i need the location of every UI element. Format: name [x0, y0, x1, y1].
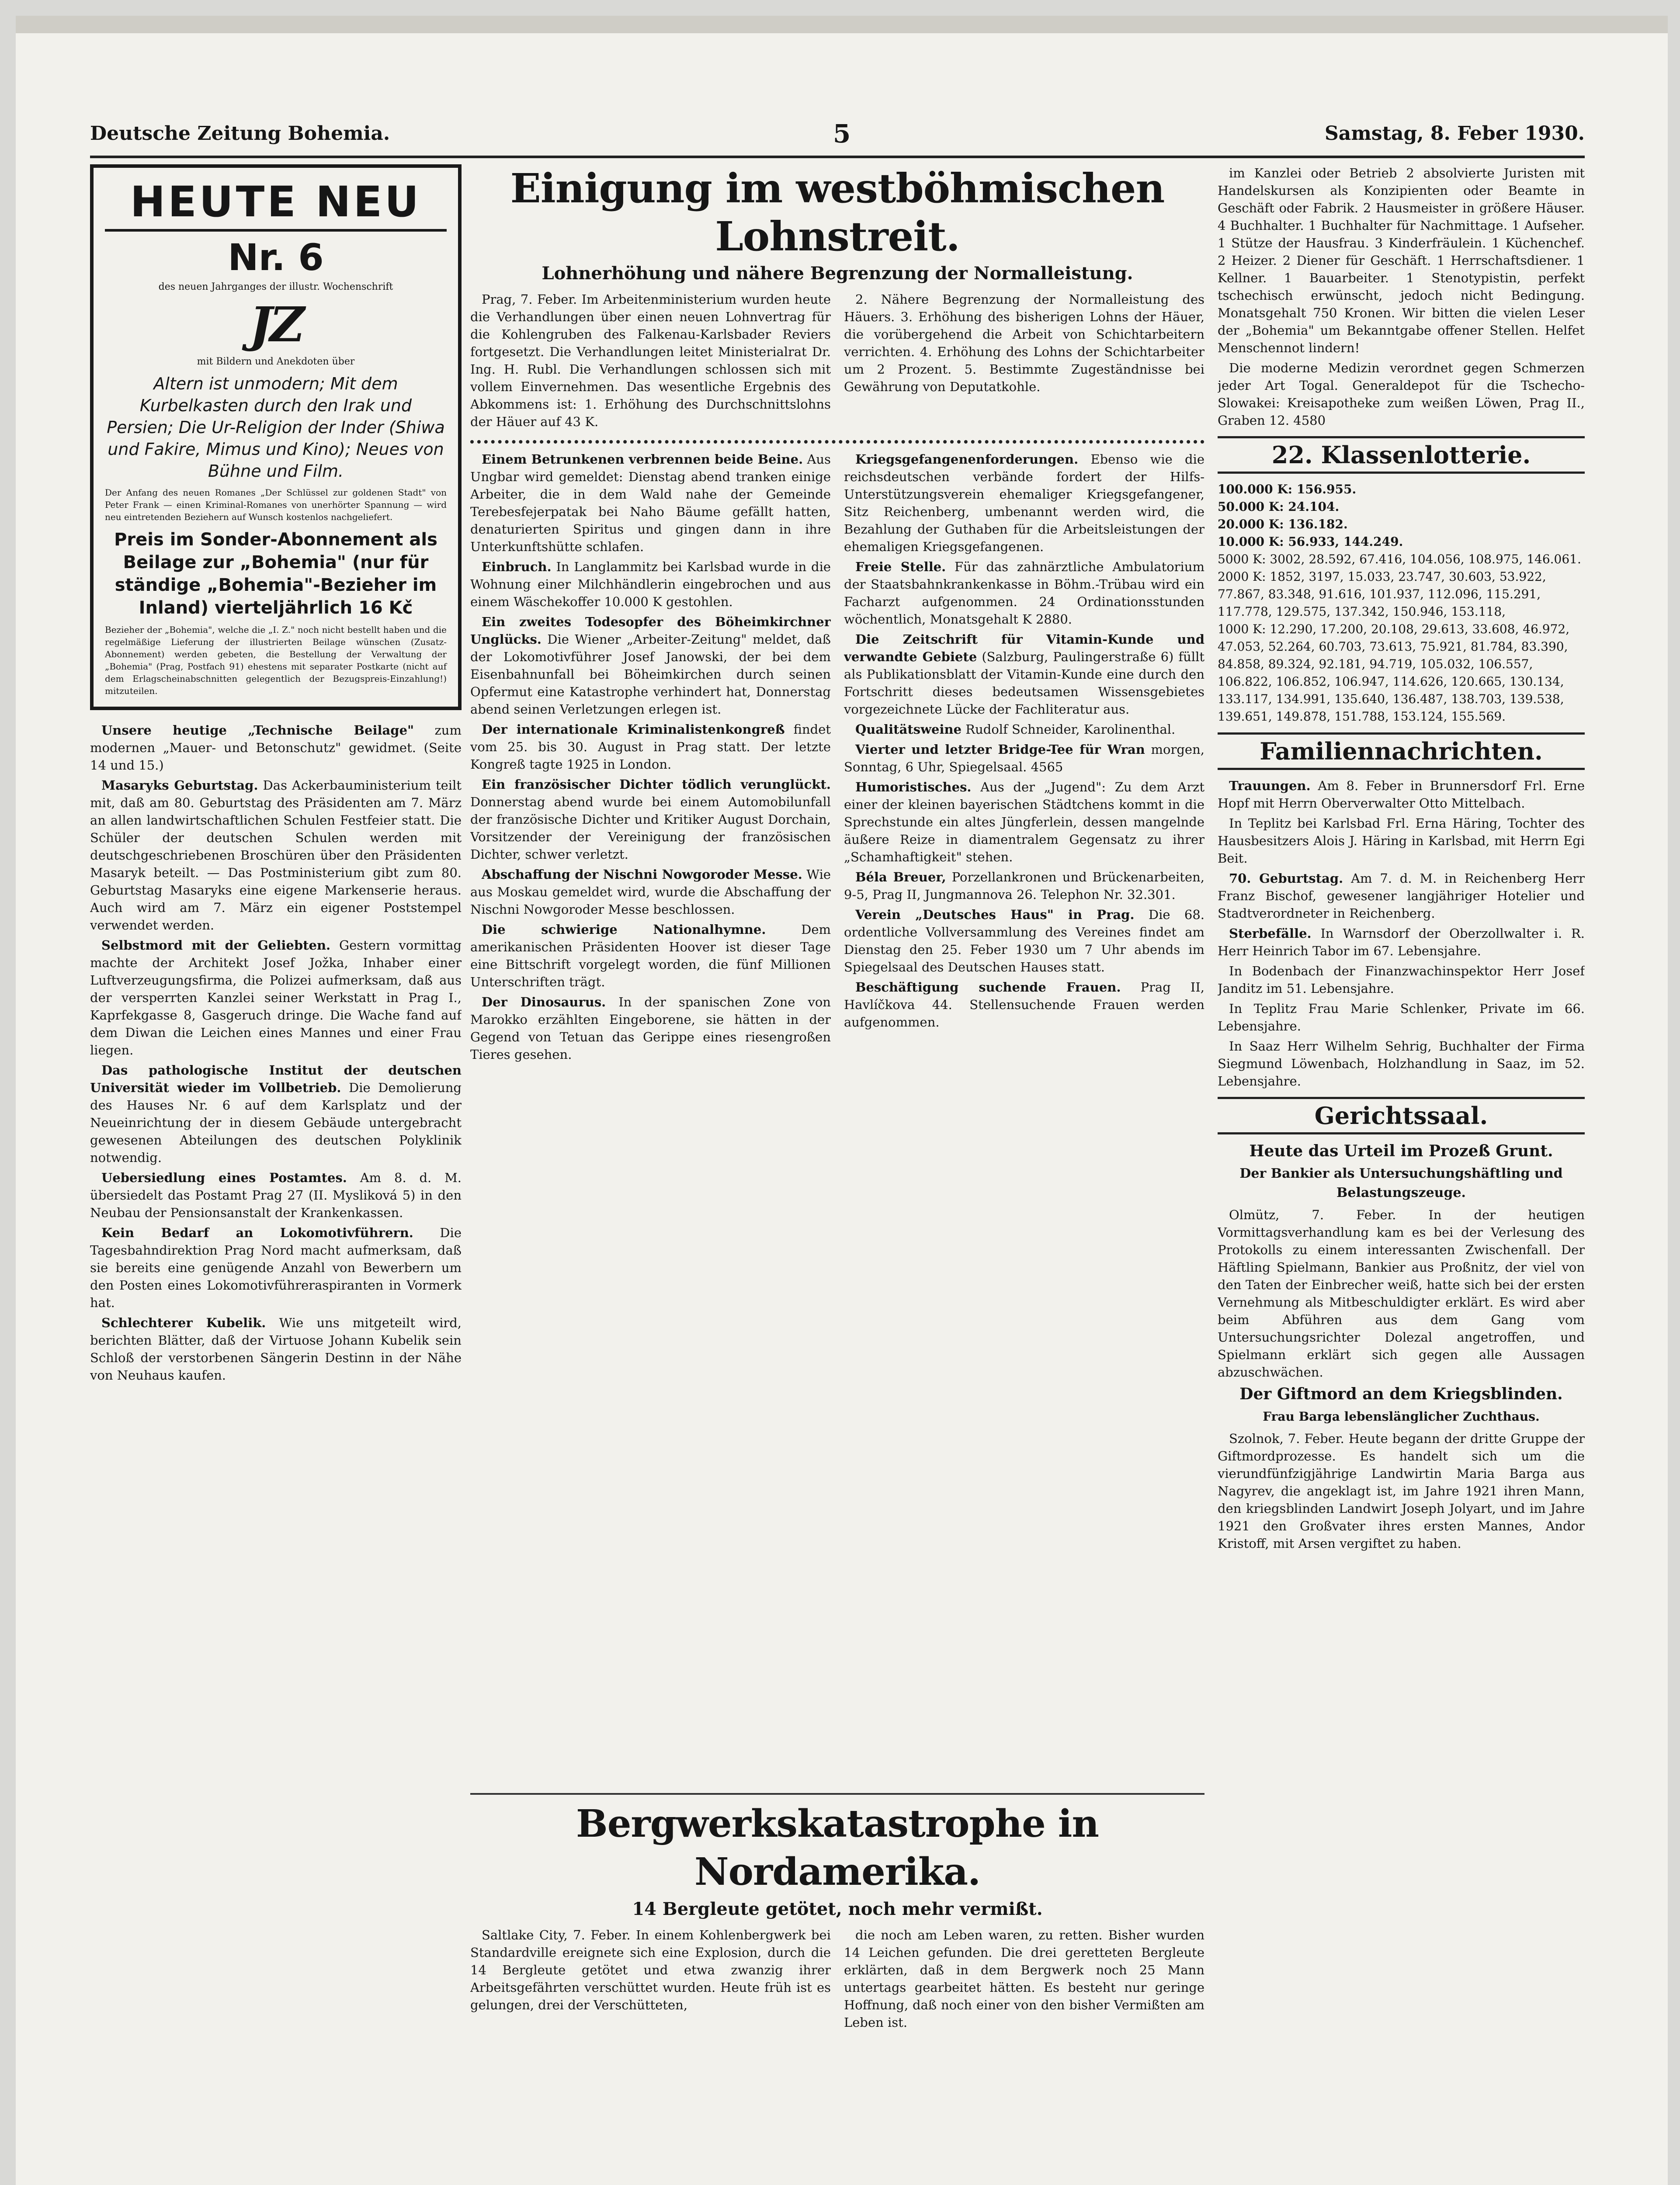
news-item-text: Donnerstag abend wurde bei einem Automobilunfall der französische Dichter und Kritiker August Dorchain, Vorsitzender der Vereinigung der französischen Dichter, schwer verletzt.: [470, 794, 831, 862]
togal-ad: Die moderne Medizin verordnet gegen Schmerzen jeder Art Togal. Generaldepot für die Tschecho-Slowakei: Kreisapotheke zum weißen Löwen, Prag II., Graben 12. 4580: [1218, 361, 1585, 428]
news-column-left: [470, 451, 831, 1788]
news-item: [844, 451, 1204, 555]
lottery-line: 100.000 K: 156.955.: [1218, 482, 1357, 496]
family-notice: [1218, 870, 1585, 922]
lottery-line: 1000 K: 12.290, 17.200, 20.108, 29.613, 33.608, 46.972, 47.053, 52.264, 60.703, 73.613, 75.921, 81.784, 83.390, 84.858, 89.324, 92.181, 94.719, 105.032, 106.557, 106.822, 106.852, 106.947, 114.626, 120.665, 130.134, 133.117, 134.991, 135.640, 136.487, 138.703, 139.538, 139.651, 149.878, 151.788, 153.124, 155.569.: [1218, 622, 1570, 724]
family-notice-text: In Saaz Herr Wilhelm Sehrig, Buchhalter der Firma Siegmund Löwenbach, Holzhandlung in Saaz, im 52. Lebensjahre.: [1218, 1039, 1585, 1089]
news-item-text: Die 68. ordentliche Vollversammlung des Vereines findet am Dienstag den 25. Feber 1930 um 7 Uhr abends im Spiegelsaal des Deutschen Hauses statt.: [844, 907, 1204, 975]
family-heading: Familiennachrichten.: [1218, 732, 1585, 770]
ad-subtitle: des neuen Jahrganges der illustr. Wochenschrift: [158, 281, 393, 292]
family-notice-heading: Sterbefälle.: [1229, 926, 1312, 941]
family-notice-heading: Trauungen.: [1229, 778, 1311, 793]
ad-logo-sub: mit Bildern und Anekdoten über: [197, 356, 355, 367]
news-item-heading: Uebersiedlung eines Postamtes.: [101, 1170, 347, 1185]
subheadline-lohnstreit: Lohnerhöhung und nähere Begrenzung der Normalleistung.: [541, 263, 1133, 284]
news-item: [470, 558, 831, 610]
family-notice-text: Am 7. d. M. in Reichenberg Herr Franz Bischof, gewesener langjähriger Hotelier und Stadtverordneter in Reichenberg.: [1218, 871, 1585, 921]
news-item: [470, 721, 831, 773]
news-item: [844, 906, 1204, 976]
court-subheading-2: Der Bankier als Untersuchungshäftling und Belastungszeuge.: [1239, 1166, 1563, 1200]
news-item-text: (Salzburg, Paulingerstraße 6) füllt als Publikationsblatt der Vitamin-Kunde eine durch den Fortschritt dieses bedeutsamen Wissensgebietes vorgezeichnete Lücke der Fachliteratur aus.: [844, 649, 1204, 717]
lottery-results: [1218, 481, 1585, 725]
news-item: [470, 451, 831, 555]
news-item-text: In der spanischen Zone von Marokko erzählten Eingeborene, sie hätten in der Gegend von Tetuan das Gerippe eines riesengroßen Tieres gesehen.: [470, 995, 831, 1062]
news-columns: [470, 451, 1204, 1788]
news-item-heading: Freie Stelle.: [855, 559, 946, 574]
news-item-text: Das Ackerbauministerium teilt mit, daß am 80. Geburtstag des Präsidenten am 7. März an allen landwirtschaftlichen Schulen Festfeier statt. Die Schüler der deutschen Schulen werden mit deutschgeschriebenen Broschüren über den Präsidenten Masaryk beteilt. — Das Postministerium gibt zum 80. Geburtstag Masaryks eine eigene Markenserie heraus. Auch wird am 7. März ein eigener Poststempel verwendet werden.: [90, 778, 462, 933]
news-item-text: Am 8. d. M. übersiedelt das Postamt Prag 27 (II. Mysliková 5) in den Neubau der Pensionsanstalt der Krankenkassen.: [90, 1170, 462, 1220]
news-item: [844, 978, 1204, 1031]
news-item-text: Dem amerikanischen Präsidenten Hoover ist dieser Tage eine Bittschrift vorgelegt worden, die fünf Millionen Unterschriften trägt.: [470, 922, 831, 989]
news-item: [470, 921, 831, 991]
news-item-text: Die Wiener „Arbeiter-Zeitung" meldet, daß der Lokomotivführer Josef Janowski, der bei dem Eisenbahnunfall bei Böheimkirchen durch seinen Opfermut eine Katastrophe verhindert hat, Donnerstag abend seinen Verletzungen erlegen ist.: [470, 632, 831, 717]
column-left-articles: [90, 721, 462, 1384]
column-center: [470, 164, 1204, 2185]
ad-title: HEUTE NEU: [105, 177, 447, 232]
ad-price: Preis im Sonder-Abonnement als Beilage zur „Bohemia" (nur für ständige „Bohemia"-Bezieher im Inland) vierteljährlich 16 Kč: [114, 530, 437, 618]
lohnstreit-text-left: Prag, 7. Feber. Im Arbeitenministerium wurden heute die Verhandlungen über einen neuen Lohnvertrag für die Kohlengruben des Falkenau-Karlsbader Reviers fortgesetzt. Die Verhandlungen leitet Ministerialrat Dr. Ing. H. Rubl. Die Verhandlungen schlossen sich mit vollem Einvernehmen. Das wesentliche Ergebnis des Abkommens ist: 1. Erhöhung des Durchschnittslohns der Häuer auf 43 K.: [470, 292, 831, 429]
issue-date: Samstag, 8. Feber 1930.: [1325, 122, 1585, 145]
news-item-heading: Vierter und letzter Bridge-Tee für Wran: [855, 742, 1145, 757]
family-notice: [1218, 1037, 1585, 1090]
news-item-text: Wie uns mitgeteilt wird, berichten Blätter, daß der Virtuose Johann Kubelik sein Schloß der verstorbenen Sängerin Destinn in der Nähe von Neuhaus kaufen.: [90, 1315, 462, 1383]
headline-lohnstreit: Einigung im westböhmischen Lohnstreit.: [510, 165, 1165, 260]
news-item-text: Ebenso wie die reichsdeutschen verbände fordert der Hilfs-Unterstützungsverein ehemaliger Kriegsgefangener, Sitz Reichenberg, umbenannt werden wird, die Bezahlung der Guthaben für die Arbeitsleistungen der ehemaligen Kriegsgefangenen.: [844, 452, 1204, 554]
lottery-line: 50.000 K: 24.104.: [1218, 499, 1340, 514]
news-item: [470, 613, 831, 718]
family-notice-text: Am 8. Feber in Brunnersdorf Frl. Erne Hopf mit Herrn Oberverwalter Otto Mittelbach.: [1218, 778, 1585, 811]
ad-note-novel: Der Anfang des neuen Romanes „Der Schlüssel zur goldenen Stadt" von Peter Frank — einen Kriminal-Romanes von unerhörter Spannung — wird neu eintretenden Beziehern auf Wunsch kostenlos nachgeliefert.: [105, 487, 447, 522]
newspaper-page: [16, 16, 1668, 2185]
news-item-heading: Masaryks Geburtstag.: [101, 778, 258, 793]
bergwerk-text-right: die noch am Leben waren, zu retten. Bisher wurden 14 Leichen gefunden. Die drei geretteten Bergleute erklärten, daß in dem Bergwerk noch 25 Mann untertags gearbeitet hätten. Es besteht nur geringe Hoffnung, daß noch einer von den bisher Vermißten am Leben ist.: [844, 1928, 1204, 2030]
advertisement-box: [90, 164, 462, 710]
news-item-heading: Humoristisches.: [855, 780, 972, 794]
news-item: [90, 777, 462, 934]
news-item-heading: Abschaffung der Nischni Nowgoroder Messe.: [482, 867, 802, 882]
family-notice-text: In Teplitz Frau Marie Schlenker, Private im 66. Lebensjahre.: [1218, 1001, 1585, 1034]
job-listings: im Kanzlei oder Betrieb 2 absolvierte Juristen mit Handelskursen als Konzipienten oder Beamte in Geschäft oder Fabrik. 2 Hausmeister in größere Häuser. 4 Buchhalter. 1 Buchhalter für Nachmittage. 1 Aufseher. 1 Stütze der Hausfrau. 3 Kinderfräulein. 1 Küchenchef. 2 Heizer. 2 Diener für Geschäft. 1 Herrschaftsdiener. 1 Kellner. 1 Bauarbeiter. 1 Stenotypistin, perfekt tschechisch erwünscht, jedoch nicht Bedingung. Monatsgehalt 750 Kronen. Wir bitten die vielen Leser der „Bohemia" um Bekanntgabe offener Stellen. Helfet Menschennot lindern!: [1218, 166, 1585, 355]
family-notice-text: In Warnsdorf der Oberzollwalter i. R. Herr Heinrich Tabor im 67. Lebensjahre.: [1218, 926, 1585, 958]
court-text: Olmütz, 7. Feber. In der heutigen Vormittagsverhandlung kam es bei der Verlesung des Protokolls zu einem interessanten Zwischenfall. Der Häftling Spielmann, Bankier aus Proßnitz, der viel von den Taten der Einbrecher weiß, hatte sich bei der ersten Vernehmung als Mitbeschuldigter erklärt. Es wird aber beim Abführen aus dem Gang vom Untersuchungsrichter Dolezal angetroffen, und Spielmann erklärt sich gegen alle Aussagen abzuschwächen.: [1218, 1207, 1585, 1380]
news-item-heading: Einem Betrunkenen verbrennen beide Beine.: [482, 452, 803, 467]
page-number: 5: [833, 119, 851, 149]
news-item-heading: Der internationale Kriminalistenkongreß: [482, 722, 785, 737]
news-item-text: Wie aus Moskau gemeldet wird, wurde die Abschaffung der Nischni Nowgoroder Messe beschlossen.: [470, 867, 831, 917]
news-item-text: Porzellankronen und Brückenarbeiten, 9-5, Prag II, Jungmannova 26. Telephon Nr. 32.301.: [844, 870, 1204, 902]
giftmord-text: Szolnok, 7. Feber. Heute begann der dritte Gruppe der Giftmordprozesse. Es handelt sich um die vierundfünfzigjährige Landwirtin Maria Barga aus Nagyrev, die angeklagt ist, im Jahre 1921 ihren Mann, den kriegsblinden Landwirt Joseph Jolyart, und im Jahre 1921 den Großvater ihres ersten Mannes, Andor Kristoff, mit Arsen vergiftet zu haben.: [1218, 1431, 1585, 1551]
news-item: [90, 936, 462, 1059]
court-subheading: Heute das Urteil im Prozeß Grunt.: [1249, 1142, 1553, 1160]
lottery-line: 2000 K: 1852, 3197, 15.033, 23.747, 30.603, 53.922, 77.867, 83.348, 91.616, 101.937, 112.096, 115.291, 117.778, 129.575, 137.342, 150.946, 153.118,: [1218, 569, 1546, 619]
news-item-heading: Schlechterer Kubelik.: [101, 1315, 266, 1330]
lottery-heading: 22. Klassenlotterie.: [1218, 436, 1585, 474]
masthead: Deutsche Zeitung Bohemia.: [90, 122, 390, 145]
news-item: [90, 1224, 462, 1311]
news-item-text: Die Demolierung des Hauses Nr. 6 auf dem Karlsplatz und der Neueinrichtung der in diesem Gebäude untergebracht gewesenen Abteilungen des deutschen Polyklinik notwendig.: [90, 1080, 462, 1165]
news-item: [844, 721, 1204, 738]
news-item-heading: Das pathologische Institut der deutschen Universität wieder im Vollbetrieb.: [90, 1063, 462, 1095]
page-header: [90, 116, 1585, 158]
news-item: [90, 1314, 462, 1384]
news-item-text: Prag II, Havlíčkova 44. Stellensuchende Frauen werden aufgenommen.: [844, 980, 1204, 1030]
family-notice: [1218, 925, 1585, 960]
news-item-text: Aus der „Jugend": Zu dem Arzt einer der kleinen bayerischen Städtchens kommt in die Sprechstunde ein altes Jüngferlein, dessen mangelnde äußere Reize in diamentralem Gegensatz zu ihrer „Schamhaftigkeit" stehen.: [844, 780, 1204, 864]
news-item: [470, 866, 831, 918]
headline-bergwerk: Bergwerkskatastrophe in Nordamerika.: [576, 1802, 1099, 1894]
news-item-text: Gestern vormittag machte der Architekt Josef Jožka, Inhaber einer Luftverzeugungsfirma, die Polizei aufmerksam, daß aus der versperrten Kanzlei seiner Werkstatt in Prag I., Kaprfekgasse 8, Gasgeruch dringe. Die Wache fand auf dem Diwan die Leichen eines Mannes und einer Frau liegen.: [90, 938, 462, 1058]
news-item-heading: Kein Bedarf an Lokomotivführern.: [101, 1225, 413, 1240]
lottery-line: 20.000 K: 136.182.: [1218, 517, 1348, 531]
ad-issue-number: Nr. 6: [228, 236, 324, 279]
news-item: [844, 741, 1204, 776]
news-item: [90, 1169, 462, 1221]
news-item-text: morgen, Sonntag, 6 Uhr, Spiegelsaal. 4565: [844, 742, 1204, 774]
scan-edge: [16, 16, 1668, 33]
giftmord-subheading: Frau Barga lebenslänglicher Zuchthaus.: [1263, 1409, 1540, 1424]
news-item-text: Die Tagesbahndirektion Prag Nord macht aufmerksam, daß sie bereits eine genügende Anzahl von Bewerbern um den Posten eines Lokomotivführeraspiranten in Vormerk hat.: [90, 1225, 462, 1310]
news-item: [844, 868, 1204, 903]
separator: [470, 440, 1204, 444]
news-item-heading: Die Zeitschrift für Vitamin-Kunde und verwandte Gebiete: [844, 632, 1204, 664]
news-item: [844, 558, 1204, 628]
bergwerk-body: [470, 1926, 1204, 2034]
ad-topics: Altern ist unmodern; Mit dem Kurbelkasten durch den Irak und Persien; Die Ur-Religion der Inder (Shiwa und Fakire, Mimus und Kino); Neues von Bühne und Film.: [107, 374, 445, 481]
column-right: [1218, 164, 1585, 2185]
news-item-heading: Kriegsgefangenenforderungen.: [855, 452, 1079, 467]
family-notice: [1218, 1000, 1585, 1035]
separator-rule: [470, 1793, 1204, 1795]
news-column-right: [844, 451, 1204, 1788]
ad-logo: JZ: [249, 296, 302, 353]
news-item-heading: Ein zweites Todesopfer des Böheimkirchner Unglücks.: [470, 614, 831, 647]
news-item-text: In Langlammitz bei Karlsbad wurde in die Wohnung einer Milchhändlerin eingebrochen und aus einem Wäschekoffer 10.000 K gestohlen.: [470, 559, 831, 609]
family-notice: [1218, 815, 1585, 867]
news-item: [470, 993, 831, 1063]
news-item: [844, 631, 1204, 718]
news-item: [844, 778, 1204, 866]
bergwerk-text-left: Saltlake City, 7. Feber. In einem Kohlenbergwerk bei Standardville ereignete sich eine Explosion, durch die 14 Bergleute getötet und etwa zwanzig ihrer Arbeitsgefährten verschüttet wurden. Heute früh ist es gelungen, drei der Verschütteten,: [470, 1928, 831, 2012]
news-item: [470, 776, 831, 863]
news-item-text: Aus Ungbar wird gemeldet: Dienstag abend tranken einige Arbeiter, die in dem Wald nahe der Gemeinde Terebesfejerpatak bei Naho Bäume gefällt hatten, denaturierten Spiritus und gingen dann in ihre Unterkunftshütte schlafen.: [470, 452, 831, 554]
court-heading: Gerichtssaal.: [1218, 1097, 1585, 1134]
family-notice-text: In Teplitz bei Karlsbad Frl. Erna Häring, Tochter des Hausbesitzers Alois J. Häring in Karlsbad, mit Herrn Egi Beit.: [1218, 816, 1585, 866]
news-item: [90, 1061, 462, 1166]
news-item-heading: Selbstmord mit der Geliebten.: [101, 938, 331, 953]
lohnstreit-body: [470, 291, 1204, 433]
news-item-text: zum modernen „Mauer- und Betonschutz" gewidmet. (Seite 14 und 15.): [90, 723, 462, 773]
family-notice: [1218, 777, 1585, 812]
family-notices: [1218, 777, 1585, 1090]
news-item-heading: Unsere heutige „Technische Beilage": [101, 723, 414, 738]
column-left: [90, 164, 462, 2185]
lottery-line: 5000 K: 3002, 28.592, 67.416, 104.056, 108.975, 146.061.: [1218, 552, 1581, 566]
news-item-text: Für das zahnärztliche Ambulatorium der Staatsbahnkrankenkasse in Böhm.-Trübau wird ein Facharzt aufgenommen. 24 Ordinationsstunden wöchentlich, Monatsgehalt K 2880.: [844, 559, 1204, 627]
lottery-line: 10.000 K: 56.933, 144.249.: [1218, 534, 1403, 549]
news-item-heading: Qualitätsweine: [855, 722, 962, 737]
news-item-heading: Ein französischer Dichter tödlich verunglückt.: [482, 777, 831, 792]
family-notice-text: In Bodenbach der Finanzwachinspektor Herr Josef Janditz im 51. Lebensjahre.: [1218, 964, 1585, 996]
news-item-text: Rudolf Schneider, Karolinenthal.: [965, 722, 1176, 737]
giftmord-heading: Der Giftmord an dem Kriegsblinden.: [1239, 1385, 1563, 1403]
family-notice: [1218, 962, 1585, 997]
ad-note-order: Bezieher der „Bohemia", welche die „I. Z." noch nicht bestellt haben und die regelmäßige Lieferung der illustrierten Beilage wünschen (Zusatz-Abonnement) werden gebeten, die Bestellung der Verwaltung der „Bohemia" (Prag, Postfach 91) ehestens mit separater Postkarte (nicht auf dem Erlagscheinabschnitten gelegentlich der Bezugspreis-Einzahlung!) mitzuteilen.: [105, 624, 447, 696]
news-item-heading: Verein „Deutsches Haus" in Prag.: [855, 907, 1135, 922]
news-item-heading: Einbruch.: [482, 559, 552, 574]
news-item-text: findet vom 25. bis 30. August in Prag statt. Der letzte Kongreß tagte 1925 in London.: [470, 722, 831, 772]
subheadline-bergwerk: 14 Bergleute getötet, noch mehr vermißt.: [632, 1899, 1043, 1919]
news-item-heading: Beschäftigung suchende Frauen.: [855, 980, 1121, 995]
news-item-heading: Die schwierige Nationalhymne.: [482, 922, 766, 937]
news-item-heading: Béla Breuer,: [855, 870, 946, 884]
news-item-heading: Der Dinosaurus.: [482, 995, 606, 1009]
lohnstreit-text-right: 2. Nähere Begrenzung der Normalleistung des Häuers. 3. Erhöhung des bisherigen Lohns der Häuer, die vorübergehend die Arbeit von Schichtarbeitern verrichten. 4. Erhöhung des Lohns der Schichtarbeiter um 2 Prozent. 5. Bestimmte Zugeständnisse bei Gewährung von Deputatkohle.: [844, 292, 1204, 394]
family-notice-heading: 70. Geburtstag.: [1229, 871, 1343, 886]
news-item: [90, 721, 462, 774]
